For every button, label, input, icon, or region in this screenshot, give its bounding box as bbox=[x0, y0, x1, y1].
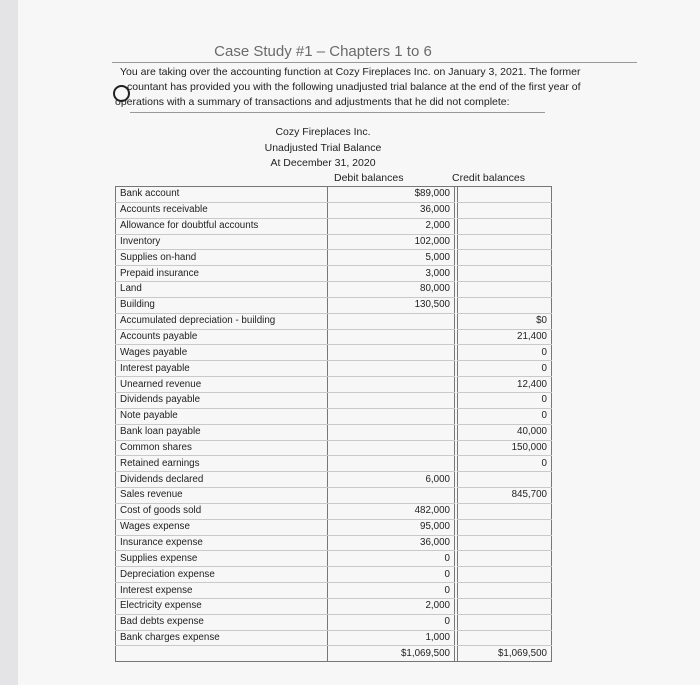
credit-cell: $0 bbox=[458, 313, 552, 329]
debit-cell: $1,069,500 bbox=[328, 646, 455, 662]
credit-cell: 0 bbox=[458, 345, 552, 361]
debit-cell bbox=[328, 456, 455, 472]
debit-cell bbox=[328, 408, 455, 424]
credit-cell bbox=[458, 503, 552, 519]
debit-cell: 36,000 bbox=[328, 535, 455, 551]
credit-cell bbox=[458, 583, 552, 599]
debit-cell: 36,000 bbox=[328, 202, 455, 218]
debit-cell: 0 bbox=[328, 567, 455, 583]
table-row bbox=[116, 218, 552, 234]
account-cell: Supplies on-hand bbox=[116, 250, 328, 266]
table-row bbox=[116, 187, 552, 203]
intro-line-2: countant has provided you with the following unadjusted trial balance at the end of the first year of bbox=[127, 81, 581, 93]
page-edge-shadow bbox=[0, 0, 18, 685]
table-row bbox=[116, 472, 552, 488]
debit-cell bbox=[328, 345, 455, 361]
debit-cell: 5,000 bbox=[328, 250, 455, 266]
credit-cell bbox=[458, 234, 552, 250]
debit-cell: 0 bbox=[328, 551, 455, 567]
credit-cell bbox=[458, 250, 552, 266]
table-row bbox=[116, 598, 552, 614]
credit-column-header: Credit balances bbox=[452, 172, 525, 184]
account-cell: Bad debts expense bbox=[116, 614, 328, 630]
debit-cell: 6,000 bbox=[328, 472, 455, 488]
table-row bbox=[116, 408, 552, 424]
table-row bbox=[116, 250, 552, 266]
account-cell: Interest expense bbox=[116, 583, 328, 599]
account-cell: Land bbox=[116, 282, 328, 298]
debit-cell bbox=[328, 377, 455, 393]
credit-cell bbox=[458, 266, 552, 282]
debit-cell: 0 bbox=[328, 583, 455, 599]
credit-cell bbox=[458, 630, 552, 646]
debit-cell: 2,000 bbox=[328, 598, 455, 614]
credit-cell: 150,000 bbox=[458, 440, 552, 456]
account-cell: Unearned revenue bbox=[116, 377, 328, 393]
credit-cell bbox=[458, 187, 552, 203]
account-cell: Common shares bbox=[116, 440, 328, 456]
account-cell: Supplies expense bbox=[116, 551, 328, 567]
credit-cell bbox=[458, 202, 552, 218]
table-row bbox=[116, 297, 552, 313]
table-row bbox=[116, 392, 552, 408]
account-cell: Prepaid insurance bbox=[116, 266, 328, 282]
credit-cell bbox=[458, 519, 552, 535]
table-row bbox=[116, 630, 552, 646]
credit-cell: 845,700 bbox=[458, 488, 552, 504]
debit-cell bbox=[328, 313, 455, 329]
table-row bbox=[116, 567, 552, 583]
account-cell: Insurance expense bbox=[116, 535, 328, 551]
credit-cell bbox=[458, 535, 552, 551]
debit-cell bbox=[328, 440, 455, 456]
credit-cell: 0 bbox=[458, 456, 552, 472]
account-cell: Interest payable bbox=[116, 361, 328, 377]
debit-cell: 130,500 bbox=[328, 297, 455, 313]
account-cell: Retained earnings bbox=[116, 456, 328, 472]
title-rule bbox=[112, 62, 637, 63]
credit-cell: $1,069,500 bbox=[458, 646, 552, 662]
table-row bbox=[116, 266, 552, 282]
debit-cell: 482,000 bbox=[328, 503, 455, 519]
credit-cell bbox=[458, 598, 552, 614]
credit-cell bbox=[458, 282, 552, 298]
credit-cell: 21,400 bbox=[458, 329, 552, 345]
debit-cell bbox=[328, 424, 455, 440]
account-cell: Wages payable bbox=[116, 345, 328, 361]
table-row bbox=[116, 551, 552, 567]
table-row bbox=[116, 329, 552, 345]
account-cell bbox=[116, 646, 328, 662]
debit-cell: 1,000 bbox=[328, 630, 455, 646]
credit-cell: 12,400 bbox=[458, 377, 552, 393]
account-cell: Dividends payable bbox=[116, 392, 328, 408]
account-cell: Building bbox=[116, 297, 328, 313]
credit-cell bbox=[458, 614, 552, 630]
credit-cell: 40,000 bbox=[458, 424, 552, 440]
debit-column-header: Debit balances bbox=[334, 172, 404, 184]
credit-cell bbox=[458, 297, 552, 313]
debit-cell: 0 bbox=[328, 614, 455, 630]
account-cell: Allowance for doubtful accounts bbox=[116, 218, 328, 234]
table-row bbox=[116, 345, 552, 361]
account-cell: Accounts payable bbox=[116, 329, 328, 345]
account-cell: Note payable bbox=[116, 408, 328, 424]
credit-cell bbox=[458, 551, 552, 567]
debit-cell: $89,000 bbox=[328, 187, 455, 203]
debit-cell: 2,000 bbox=[328, 218, 455, 234]
account-cell: Bank loan payable bbox=[116, 424, 328, 440]
account-cell: Bank account bbox=[116, 187, 328, 203]
page-title: Case Study #1 – Chapters 1 to 6 bbox=[214, 43, 432, 60]
statement-name: Unadjusted Trial Balance bbox=[264, 142, 382, 154]
table-row bbox=[116, 234, 552, 250]
credit-cell: 0 bbox=[458, 361, 552, 377]
credit-cell bbox=[458, 472, 552, 488]
table-row bbox=[116, 377, 552, 393]
table-row bbox=[116, 503, 552, 519]
table-row bbox=[116, 614, 552, 630]
debit-cell bbox=[328, 329, 455, 345]
account-cell: Bank charges expense bbox=[116, 630, 328, 646]
debit-cell: 80,000 bbox=[328, 282, 455, 298]
debit-cell bbox=[328, 361, 455, 377]
account-cell: Accounts receivable bbox=[116, 202, 328, 218]
intro-paragraph bbox=[112, 65, 632, 110]
account-cell: Cost of goods sold bbox=[116, 503, 328, 519]
debit-cell: 102,000 bbox=[328, 234, 455, 250]
table-row bbox=[116, 361, 552, 377]
account-cell: Wages expense bbox=[116, 519, 328, 535]
account-cell: Depreciation expense bbox=[116, 567, 328, 583]
credit-cell: 0 bbox=[458, 392, 552, 408]
credit-cell bbox=[458, 567, 552, 583]
table-row bbox=[116, 535, 552, 551]
account-cell: Electricity expense bbox=[116, 598, 328, 614]
account-cell: Dividends declared bbox=[116, 472, 328, 488]
table-row bbox=[116, 202, 552, 218]
totals-row bbox=[116, 646, 552, 662]
table-row bbox=[116, 488, 552, 504]
statement-date: At December 31, 2020 bbox=[270, 157, 376, 169]
debit-cell: 95,000 bbox=[328, 519, 455, 535]
trial-balance-table bbox=[115, 186, 552, 662]
company-name: Cozy Fireplaces Inc. bbox=[275, 126, 371, 138]
account-cell: Inventory bbox=[116, 234, 328, 250]
debit-cell bbox=[328, 392, 455, 408]
table-row bbox=[116, 583, 552, 599]
account-cell: Sales revenue bbox=[116, 488, 328, 504]
table-row bbox=[116, 313, 552, 329]
debit-cell bbox=[328, 488, 455, 504]
intro-line-1: You are taking over the accounting function at Cozy Fireplaces Inc. on January 3, 2021. The former bbox=[120, 66, 581, 78]
table-row bbox=[116, 440, 552, 456]
table-row bbox=[116, 424, 552, 440]
credit-cell: 0 bbox=[458, 408, 552, 424]
intro-line-3: operations with a summary of transactions and adjustments that he did not complete: bbox=[115, 96, 510, 108]
table-row bbox=[116, 456, 552, 472]
table-row bbox=[116, 519, 552, 535]
credit-cell bbox=[458, 218, 552, 234]
debit-cell: 3,000 bbox=[328, 266, 455, 282]
table-row bbox=[116, 282, 552, 298]
intro-underline bbox=[130, 112, 545, 113]
account-cell: Accumulated depreciation - building bbox=[116, 313, 328, 329]
